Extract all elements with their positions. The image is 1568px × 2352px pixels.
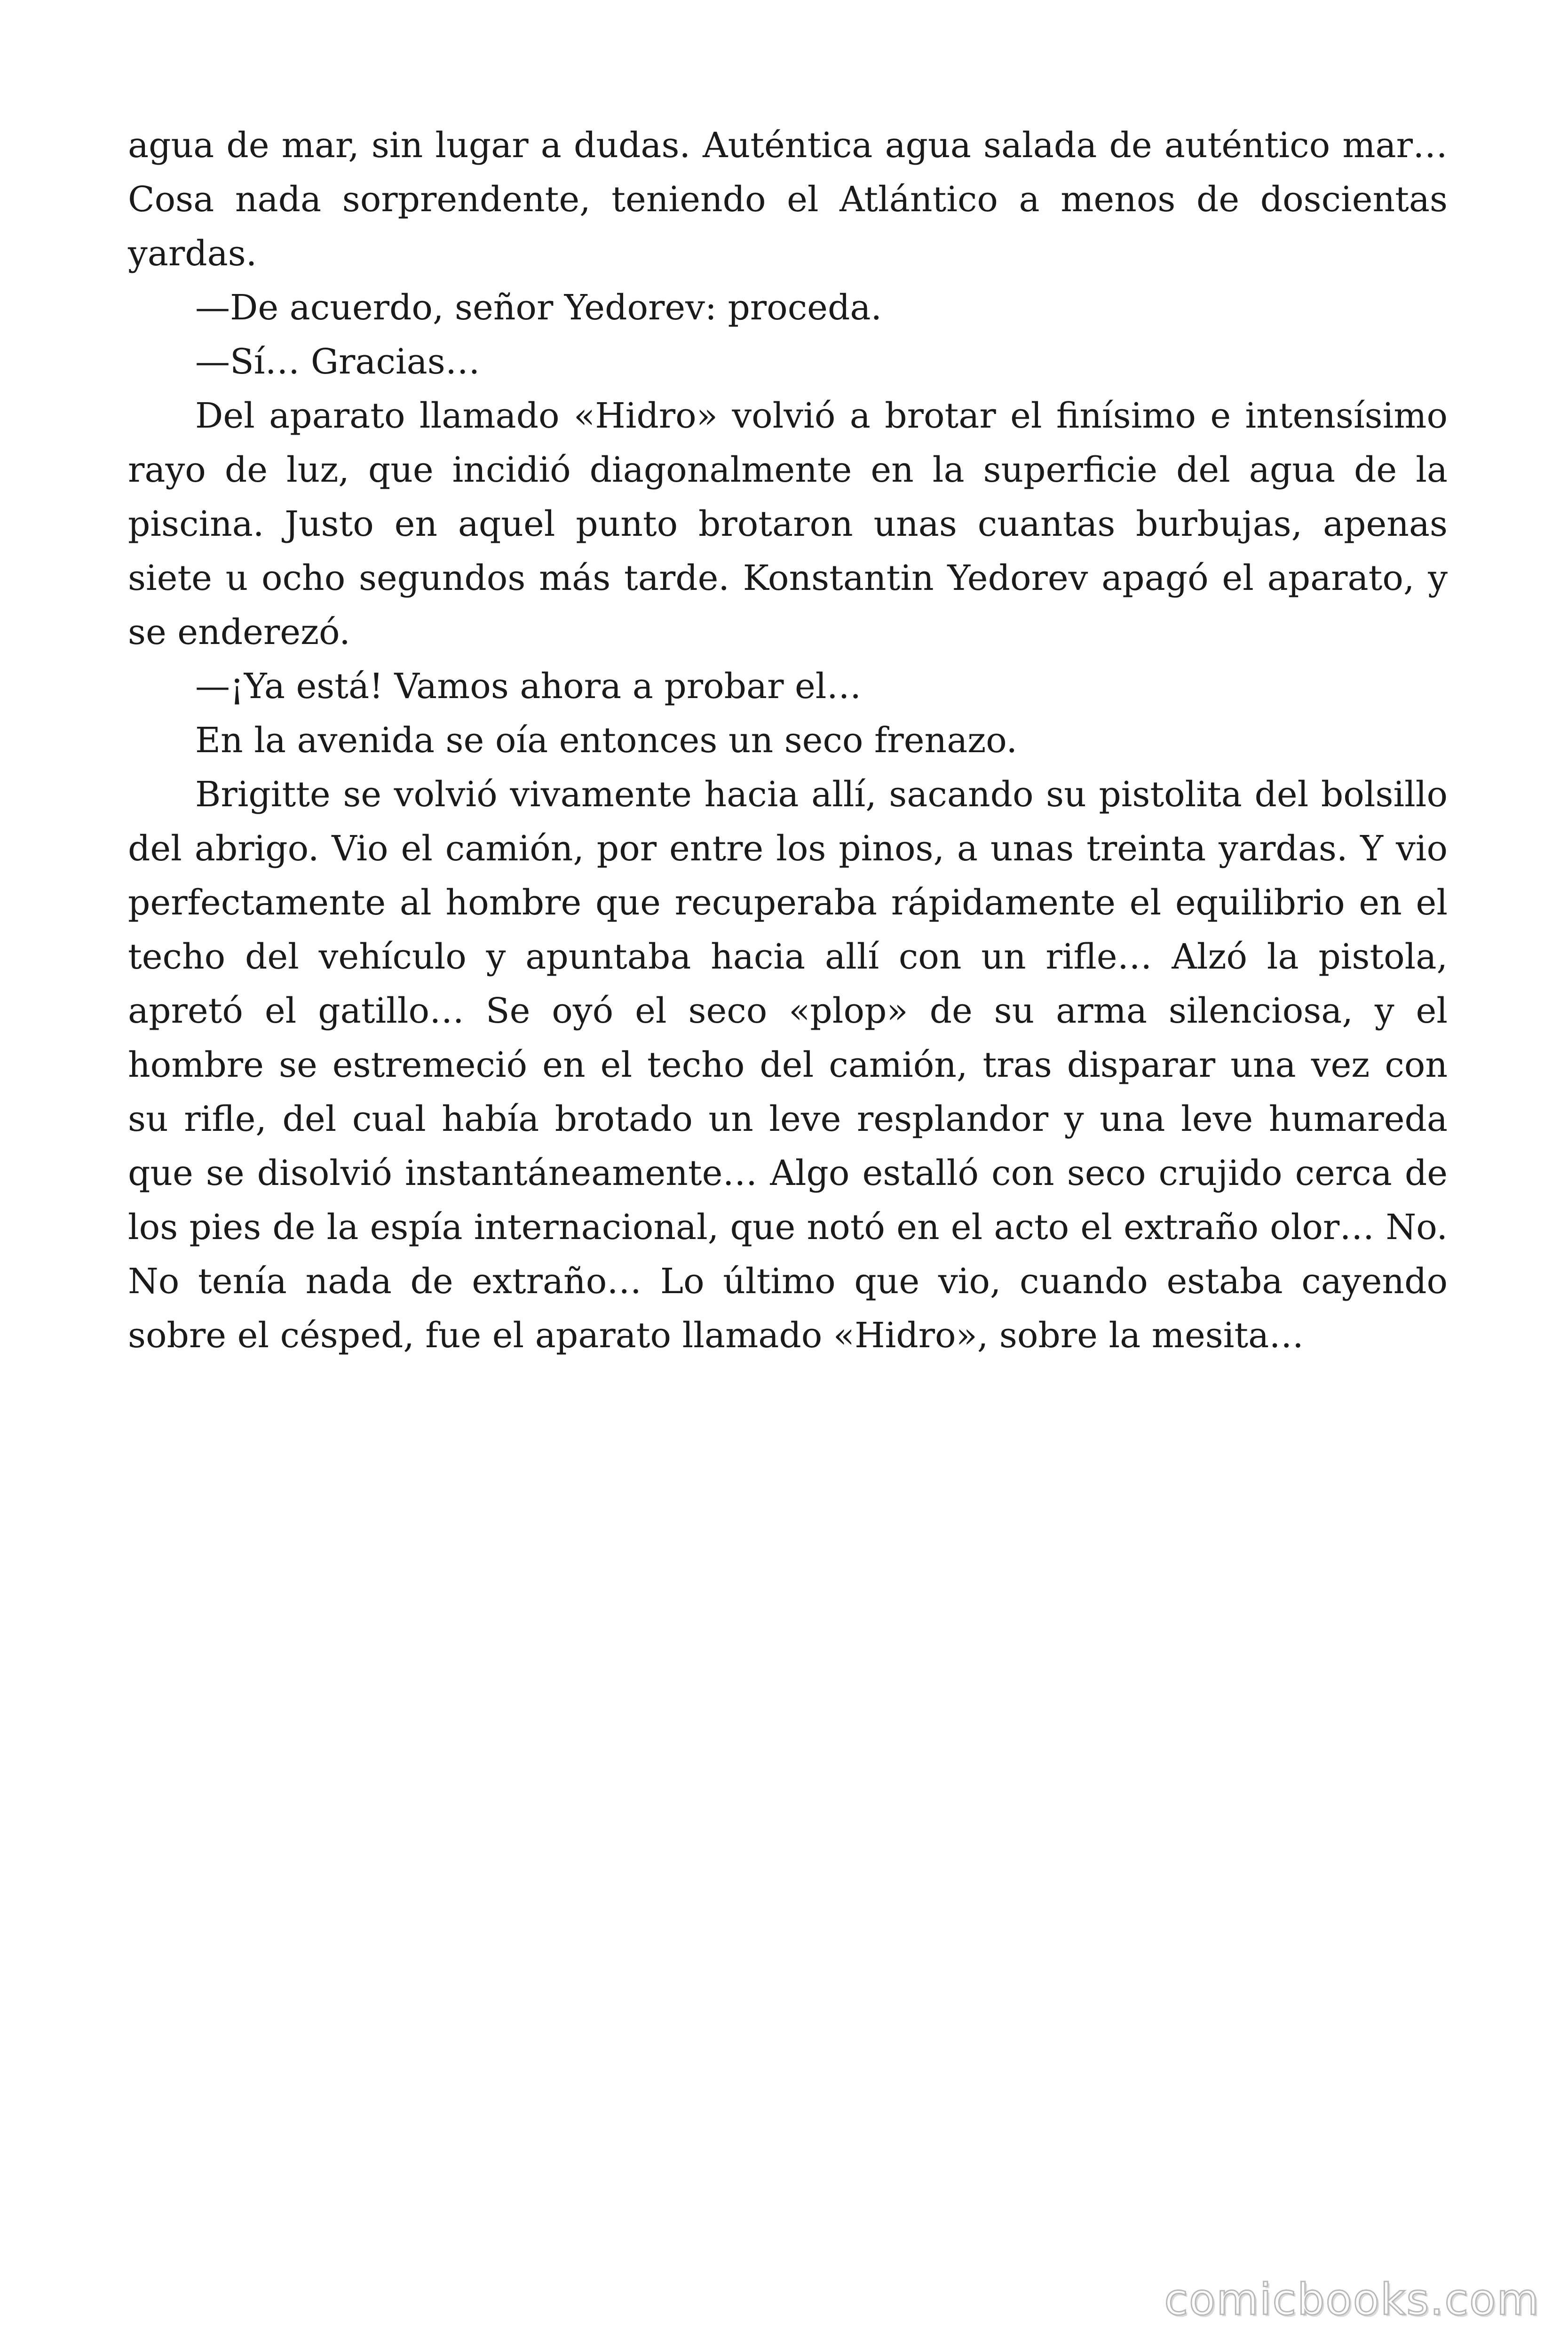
dialogue-line: —¡Ya está! Vamos ahora a probar el… — [195, 666, 862, 707]
paragraph: Del aparato llamado «Hidro» volvió a brotar el finísimo e intensísimo rayo de luz, que incidió diagonalmente en la superficie del agua de la piscina. Justo en aquel punto brotaron unas cuantas burbujas, apenas siete u ocho segundos más tarde. Konstantin Yedorev apagó el aparato, y se enderezó. — [128, 396, 1448, 652]
paragraph: En la avenida se oía entonces un seco frenazo. — [195, 720, 1018, 761]
watermark: comicbooks.com — [1164, 2274, 1540, 2325]
paragraph: Brigitte se volvió vivamente hacia allí, sacando su pistolita del bolsillo del abrigo. Vio el camión, por entre los pinos, a unas treinta yardas. Y vio perfectamente al hombre que recuperaba rápidamente el equilibrio en el techo del vehículo y apuntaba hacia allí con un rifle… Alzó la pistola, apretó el gatillo… Se oyó el seco «plop» de su arma silenciosa, y el hombre se estremeció en el techo del camión, tras disparar una vez con su rifle, del cual había brotado un leve resplandor y una leve humareda que se disolvió instantáneamente… Algo estalló con seco crujido cerca de los pies de la espía internacional, que notó en el acto el extraño olor… No. No tenía nada de extraño… Lo último que vio, cuando estaba cayendo sobre el césped, fue el aparato llamado «Hidro», sobre la mesita… — [128, 774, 1448, 1356]
dialogue-line: —De acuerdo, señor Yedorev: proceda. — [195, 287, 882, 328]
paragraph-continuation: agua de mar, sin lugar a dudas. Auténtica agua salada de auténtico mar… Cosa nada sorprendente, teniendo el Atlántico a menos de doscientas yardas. — [128, 125, 1448, 274]
dialogue-line: —Sí… Gracias… — [195, 342, 480, 382]
body-text — [128, 119, 1448, 1363]
